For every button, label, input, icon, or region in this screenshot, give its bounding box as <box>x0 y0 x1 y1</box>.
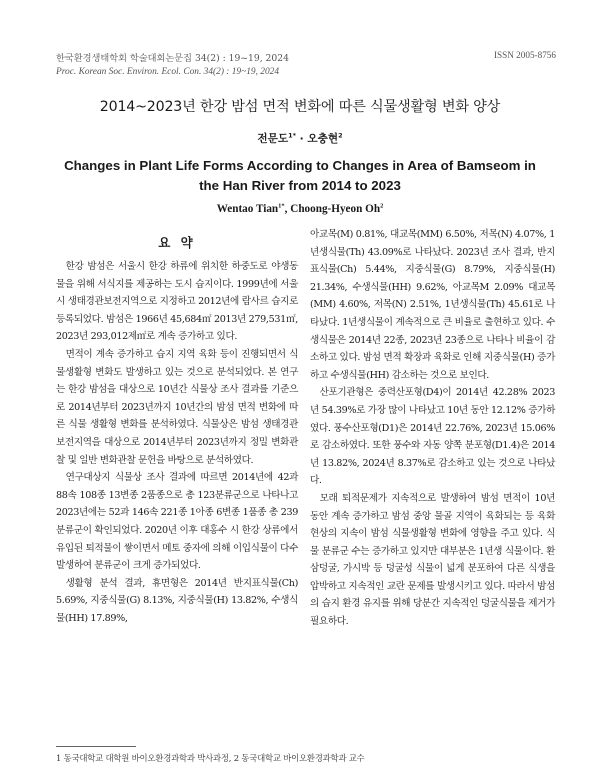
running-header <box>56 50 556 77</box>
authors-ko <box>0 131 600 146</box>
author-2-en: Choong-Hyeon Oh <box>290 203 381 215</box>
journal-title-ko: 한국환경생태학회 학술대회논문집 34(2) : 19~19, 2024 <box>56 53 289 64</box>
abstract-paragraph: 생활형 분석 결과, 휴면형은 2014년 반지표식물(Ch) 5.69%, 지중식물(G) 8.13%, 지중식물(H) 13.82%, 수생식물(HH) 17.89%, <box>56 577 298 624</box>
author-1-ko: 전문도 <box>257 133 289 145</box>
author-2-ko: 오충현 <box>307 133 339 145</box>
abstract-right-column <box>310 226 555 631</box>
abstract-paragraph: 면적이 계속 증가하고 습지 지역 육화 등이 진행되면서 식물생활형 변화도 발생하고 있는 것으로 분석되었다. 본 연구는 한강 밤섬을 대상으로 10년간 식물상 조사 결과를 기준으로 2014년부터 2023년까지 10년간의 밤섬 면적 변화에 따른 식물 생활형 변화를 분석하였다. 식물상은 밤섬 생태경관보전지역을 대상으로 2014년부터 2023년까지 정밀 변화관찰 및 일반 변화관찰 문헌을 바탕으로 분석하였다. <box>56 348 298 466</box>
abstract-paragraph: 아교목(M) 0.81%, 대교목(MM) 6.50%, 저목(N) 4.07%, 1년생식물(Th) 43.09%로 나타났다. 2023년 조사 결과, 반지표식물(Ch) 5.44%, 지중식물(G) 8.79%, 지중식물(H) 21.34%, 수생식물(HH) 9.62%, 아교목M 2.09% 대교목(MM) 4.60%, 저목(N) 2.51%, 1년생식물(Th) 45.61로 나타났다. 1년생식물이 계속적으로 큰 비율로 출현하고 있다. 수생식물은 2014년 22종, 2023년 23종으로 나타나 비율이 감소하고 있다. 밤섬 면적 확장과 육화로 인해 지중식물(H) 증가하고 수생식물(HH) 감소하는 것으로 보인다. <box>310 229 555 381</box>
author-separator-en: , <box>284 203 291 215</box>
issn: ISSN 2005-8756 <box>493 50 556 60</box>
paper-title-ko: 2014~2023년 한강 밤섬 면적 변화에 따른 식물생활형 변화 양상 <box>99 99 501 115</box>
author-1-en: Wentao Tian <box>216 203 279 215</box>
abstract-left-column <box>56 234 298 627</box>
author-2-en-affil: 2 <box>380 202 384 210</box>
author-2-ko-affil: 2 <box>338 131 343 140</box>
abstract-paragraph: 한강 밤섬은 서울시 한강 하류에 위치한 하중도로 야생동물을 위해 서식지를 제공하는 도시 습지이다. 1999년에 서울시 생태경관보전지역으로 지정하고 2012년에 람사르 습지로 등록되었다. 밤섬은 1966년 45,684㎡ 2013년 279,531㎡, 2023년 293,012제㎡로 계속 증가하고 있다. <box>56 261 298 343</box>
author-separator-ko: · <box>295 133 308 145</box>
footnote-divider <box>56 746 136 747</box>
abstract-paragraph: 산포기관형은 중력산포형(D4)이 2014년 42.28% 2023년 54.39%로 가장 많이 나타났고 10년 동안 12.12% 증가하였다. 풍수산포형(D1)은 2014년 22.76%, 2023년 15.06%로 감소하였다. 또한 풍수와 자동 양쪽 분포형(D1.4)은 2014년 13.82%, 2024년 8.37%로 감소하고 있는 것으로 나타났다. <box>310 387 555 487</box>
paper-title-en: Changes in Plant Life Forms According to Changes in Area of Bamseom in the Han River from 2014 to 2023 <box>64 158 536 193</box>
authors-en <box>0 203 600 215</box>
abstract-paragraph: 모래 퇴적문제가 지속적으로 발생하여 밤섬 면적이 10년 동안 계속 증가하고 밤섬 중앙 물골 지역이 육화되는 등 육화현상의 지속이 밤섬 식물생활형 변화에 영향을 주고 있다. 식물 분류군 수는 증가하고 있지만 대부분은 1년생 식물이다. 환삼덩굴, 가시박 등 덩굴성 식물이 넓게 분포하여 다른 식생을 압박하고 지속적인 교란 문제를 발생시키고 있다. 따라서 밤섬의 습지 환경 유지를 위해 당분간 지속적인 덩굴식물을 제거가 필요하다. <box>310 492 555 628</box>
abstract-heading: 요 약 <box>158 235 196 250</box>
author-1-ko-affil: 1* <box>288 131 296 140</box>
author-1-en-affil: 1* <box>278 202 285 210</box>
abstract-paragraph: 연구대상지 식물상 조사 결과에 따르면 2014년에 42과 88속 108종 13변종 2품종으로 총 123분류군으로 나타나고 2023년에는 52과 146속 221종 1아종 6변종 1품종 총 239분류군이 확인되었다. 2020년 이후 대홍수 시 한강 상류에서 유입된 퇴적물이 쌓이면서 메토 중자에 의해 이입식물이 다수 발생하여 분류군이 크게 증가되었다. <box>56 472 298 572</box>
journal-title-en: Proc. Korean Soc. Environ. Ecol. Con. 34(2) : 19~19, 2024 <box>56 67 280 77</box>
affiliation-footnote: 1 동국대학교 대학원 바이오환경과학과 박사과정, 2 동국대학교 바이오환경과학과 교수 <box>56 753 365 763</box>
